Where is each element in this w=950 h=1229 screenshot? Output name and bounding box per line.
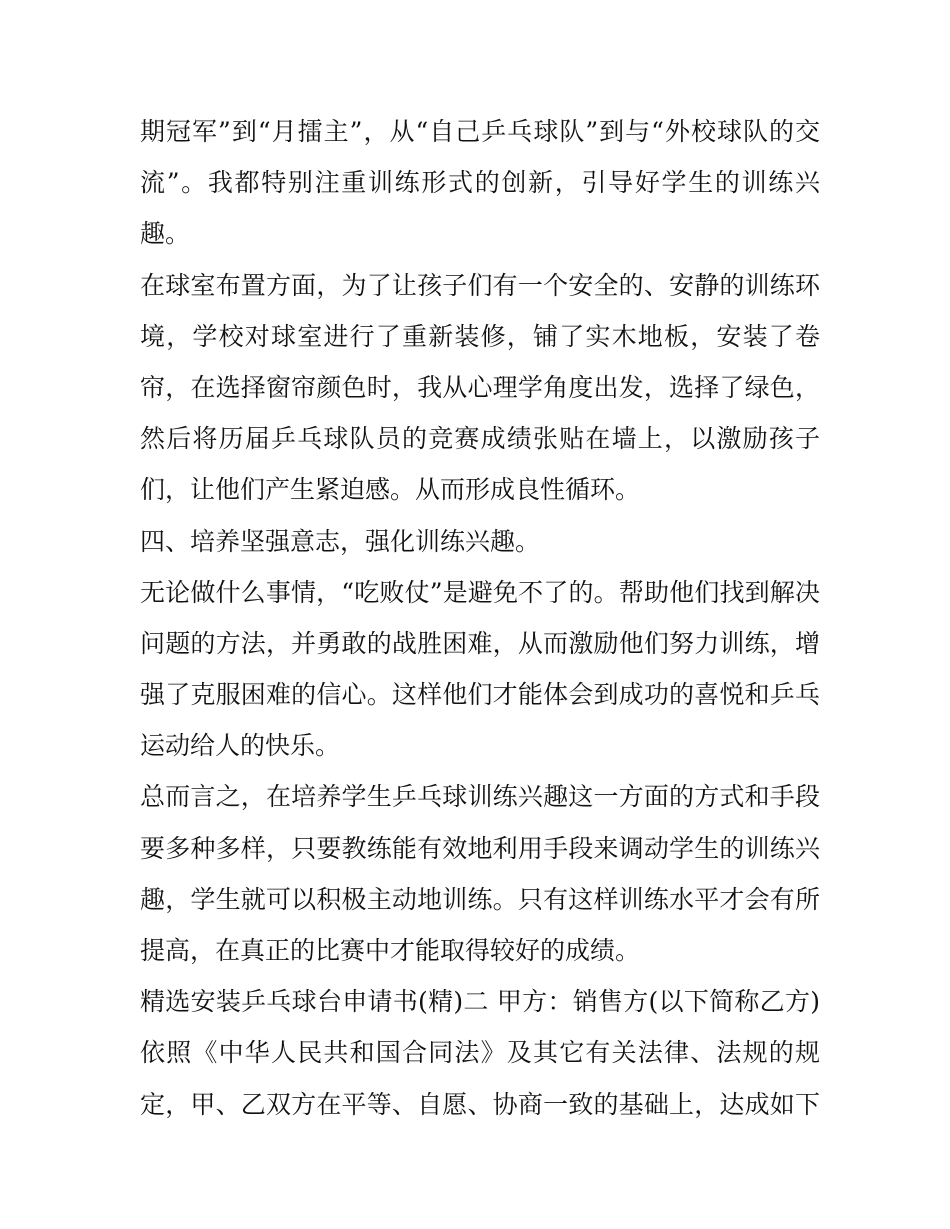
text-line: 然后将历届乒乓球队员的竞赛成绩张贴在墙上，以激励孩子 <box>140 424 820 454</box>
text-line: 趣，学生就可以积极主动地训练。只有这样训练水平才会有所 <box>140 884 820 914</box>
text-line: 要多种多样，只要教练能有效地利用手段来调动学生的训练兴 <box>140 833 820 863</box>
text-line: 帘，在选择窗帘颜色时，我从心理学角度出发，选择了绿色， <box>140 372 820 402</box>
text-line: 四、培养坚强意志，强化训练兴趣。 <box>140 526 541 556</box>
text-line: 们，让他们产生紧迫感。从而形成良性循环。 <box>140 475 641 505</box>
text-line: 问题的方法，并勇敢的战胜困难，从而激励他们努力训练，增 <box>140 628 820 658</box>
text-line: 流”。我都特别注重训练形式的创新，引导好学生的训练兴 <box>140 168 820 198</box>
text-line: 依照《中华人民共和国合同法》及其它有关法律、法规的规 <box>140 1038 820 1068</box>
text-line: 境，学校对球室进行了重新装修，铺了实木地板，安装了卷 <box>140 321 820 351</box>
text-line: 趣。 <box>140 219 191 249</box>
text-line: 定，甲、乙双方在平等、自愿、协商一致的基础上，达成如下 <box>140 1089 820 1119</box>
text-line: 运动给人的快乐。 <box>140 731 341 761</box>
text-line: 提高，在真正的比赛中才能取得较好的成绩。 <box>140 936 641 965</box>
text-line: 总而言之，在培养学生乒乓球训练兴趣这一方面的方式和手段 <box>140 782 820 812</box>
text-line: 无论做什么事情，“吃败仗”是避免不了的。帮助他们找到解决 <box>140 577 820 607</box>
text-line: 强了克服困难的信心。这样他们才能体会到成功的喜悦和乒乓 <box>140 680 820 710</box>
document-body <box>140 106 820 1130</box>
text-line: 在球室布置方面，为了让孩子们有一个安全的、安静的训练环 <box>140 270 820 300</box>
text-line: 期冠军”到“月擂主”，从“自己乒乓球队”到与“外校球队的交 <box>140 117 820 146</box>
text-line: 精选安装乒乓球台申请书(精)二 甲方：销售方(以下简称乙方) <box>140 987 820 1017</box>
